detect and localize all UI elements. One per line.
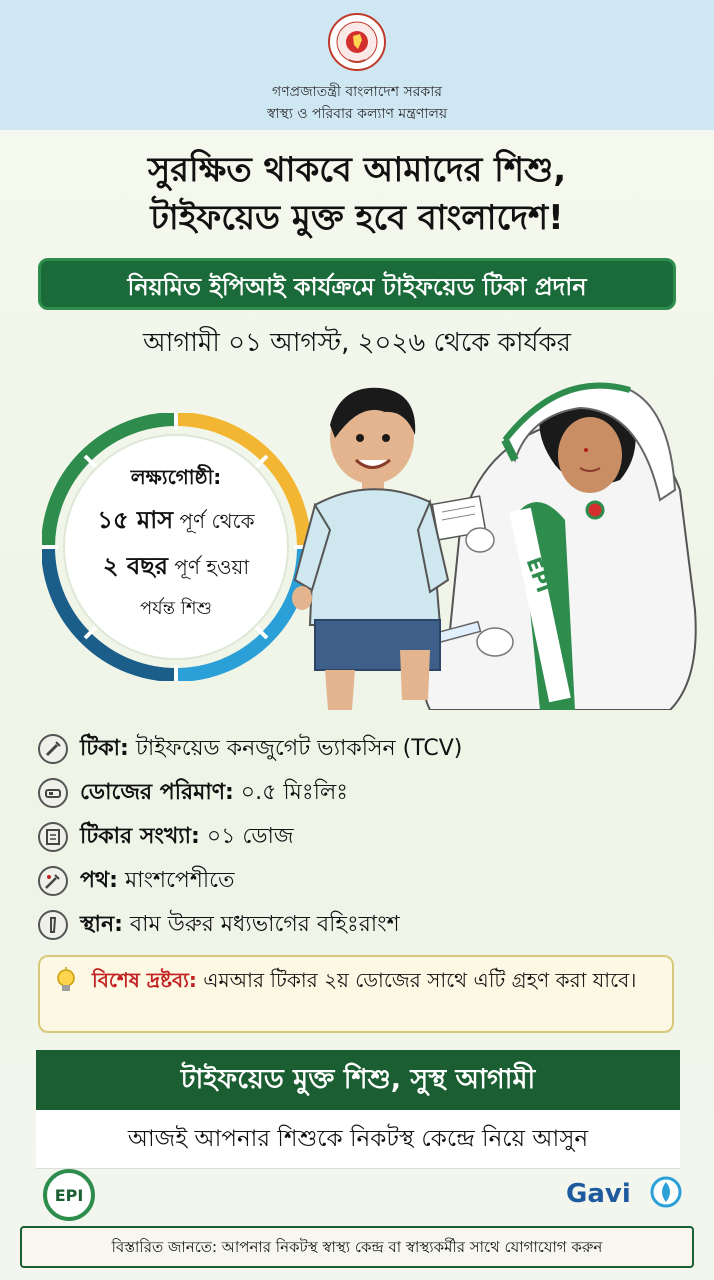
vaccine-info-list — [38, 727, 678, 947]
info-row-vaccine — [38, 727, 678, 771]
call-to-action: আজই আপনার শিশুকে নিকটস্থ কেন্দ্রে নিয়ে আসুন — [36, 1110, 680, 1169]
ministry-line-1: গণপ্রজাতন্ত্রী বাংলাদেশ সরকার — [272, 84, 442, 100]
vaccination-illustration — [290, 380, 714, 710]
info-row-dose-count — [38, 815, 678, 859]
child-figure — [292, 388, 448, 710]
epi-sash-text: EPI — [521, 553, 557, 596]
info-route-value: মাংশপেশীতে — [117, 867, 235, 893]
info-dose-amount-value: ০.৫ মিঃলিঃ — [233, 779, 349, 805]
government-header — [0, 0, 714, 130]
ministry-line-2: স্বাস্থ্য ও পরিবার কল্যাণ মন্ত্রণালয় — [266, 106, 448, 122]
target-group-line-1 — [72, 502, 280, 542]
info-dose-count-label: টিকার সংখ্যা: — [80, 823, 200, 849]
note-label: বিশেষ দ্রষ্টব্য: — [92, 968, 197, 992]
target-group-text — [72, 463, 280, 625]
info-site-label: স্থান: — [80, 911, 123, 937]
info-site-text — [80, 907, 400, 944]
epi-logo-text: EPI — [54, 1186, 84, 1205]
age-start: ১৫ মাস — [97, 506, 174, 534]
lightbulb-icon — [54, 967, 78, 997]
info-row-route — [38, 859, 678, 903]
info-dose-count-value: ০১ ডোজ — [199, 823, 294, 849]
info-dose-amount-text — [80, 775, 348, 812]
headline-line-2: টাইফয়েড মুক্ত হবে বাংলাদেশ! — [150, 198, 564, 238]
slogan-bar: টাইফয়েড মুক্ত শিশু, সুস্থ আগামী — [36, 1050, 680, 1110]
target-group-line-3: পর্যন্ত শিশু — [139, 598, 212, 619]
syringe-icon — [38, 734, 68, 764]
leg-icon — [38, 910, 68, 940]
vial-icon — [38, 778, 68, 808]
info-site-value: বাম উরুর মধ্যভাগের বহিঃরাংশ — [122, 911, 400, 937]
government-seal-icon — [327, 12, 387, 72]
info-vaccine-label: টিকা: — [80, 735, 129, 761]
health-worker-figure — [423, 386, 695, 710]
gavi-logo — [566, 1170, 682, 1218]
gavi-logo-text: Gavi — [566, 1179, 631, 1209]
effective-date: আগামী ০১ আগস্ট, ২০২৬ থেকে কার্যকর — [143, 328, 571, 358]
program-banner: নিয়মিত ইপিআই কার্যক্রমে টাইফয়েড টিকা প্রদান — [38, 258, 676, 310]
target-group-line-2 — [72, 548, 280, 588]
headline-line-1: সুরক্ষিত থাকবে আমাদের শিশু, — [147, 150, 567, 190]
age-end-suffix: পূর্ণ হওয়া — [167, 555, 250, 579]
info-route-text — [80, 863, 235, 900]
info-route-label: পথ: — [80, 867, 118, 893]
info-row-dose-amount — [38, 771, 678, 815]
info-vaccine-value: টাইফয়েড কনজুগেট ভ্যাকসিন (TCV) — [128, 735, 463, 761]
epi-logo — [38, 1168, 100, 1222]
injection-icon — [38, 866, 68, 896]
info-dose-amount-label: ডোজের পরিমাণ: — [80, 779, 234, 805]
target-group-title: লক্ষ্যগোষ্ঠী: — [130, 465, 222, 489]
special-note-box — [38, 955, 674, 1033]
note-text: এমআর টিকার ২য় ডোজের সাথে এটি গ্রহণ করা যাবে। — [196, 968, 637, 992]
age-end: ২ বছর — [102, 552, 168, 580]
info-dose-count-text — [80, 819, 294, 856]
info-row-site — [38, 903, 678, 947]
info-vaccine-text — [80, 731, 462, 768]
footer-contact: বিস্তারিত জানতে: আপনার নিকটস্থ স্বাস্থ্য কেন্দ্র বা স্বাস্থ্যকর্মীর সাথে যোগাযোগ করুন — [20, 1226, 694, 1268]
age-start-suffix: পূর্ণ থেকে — [173, 509, 255, 533]
card-icon — [38, 822, 68, 852]
